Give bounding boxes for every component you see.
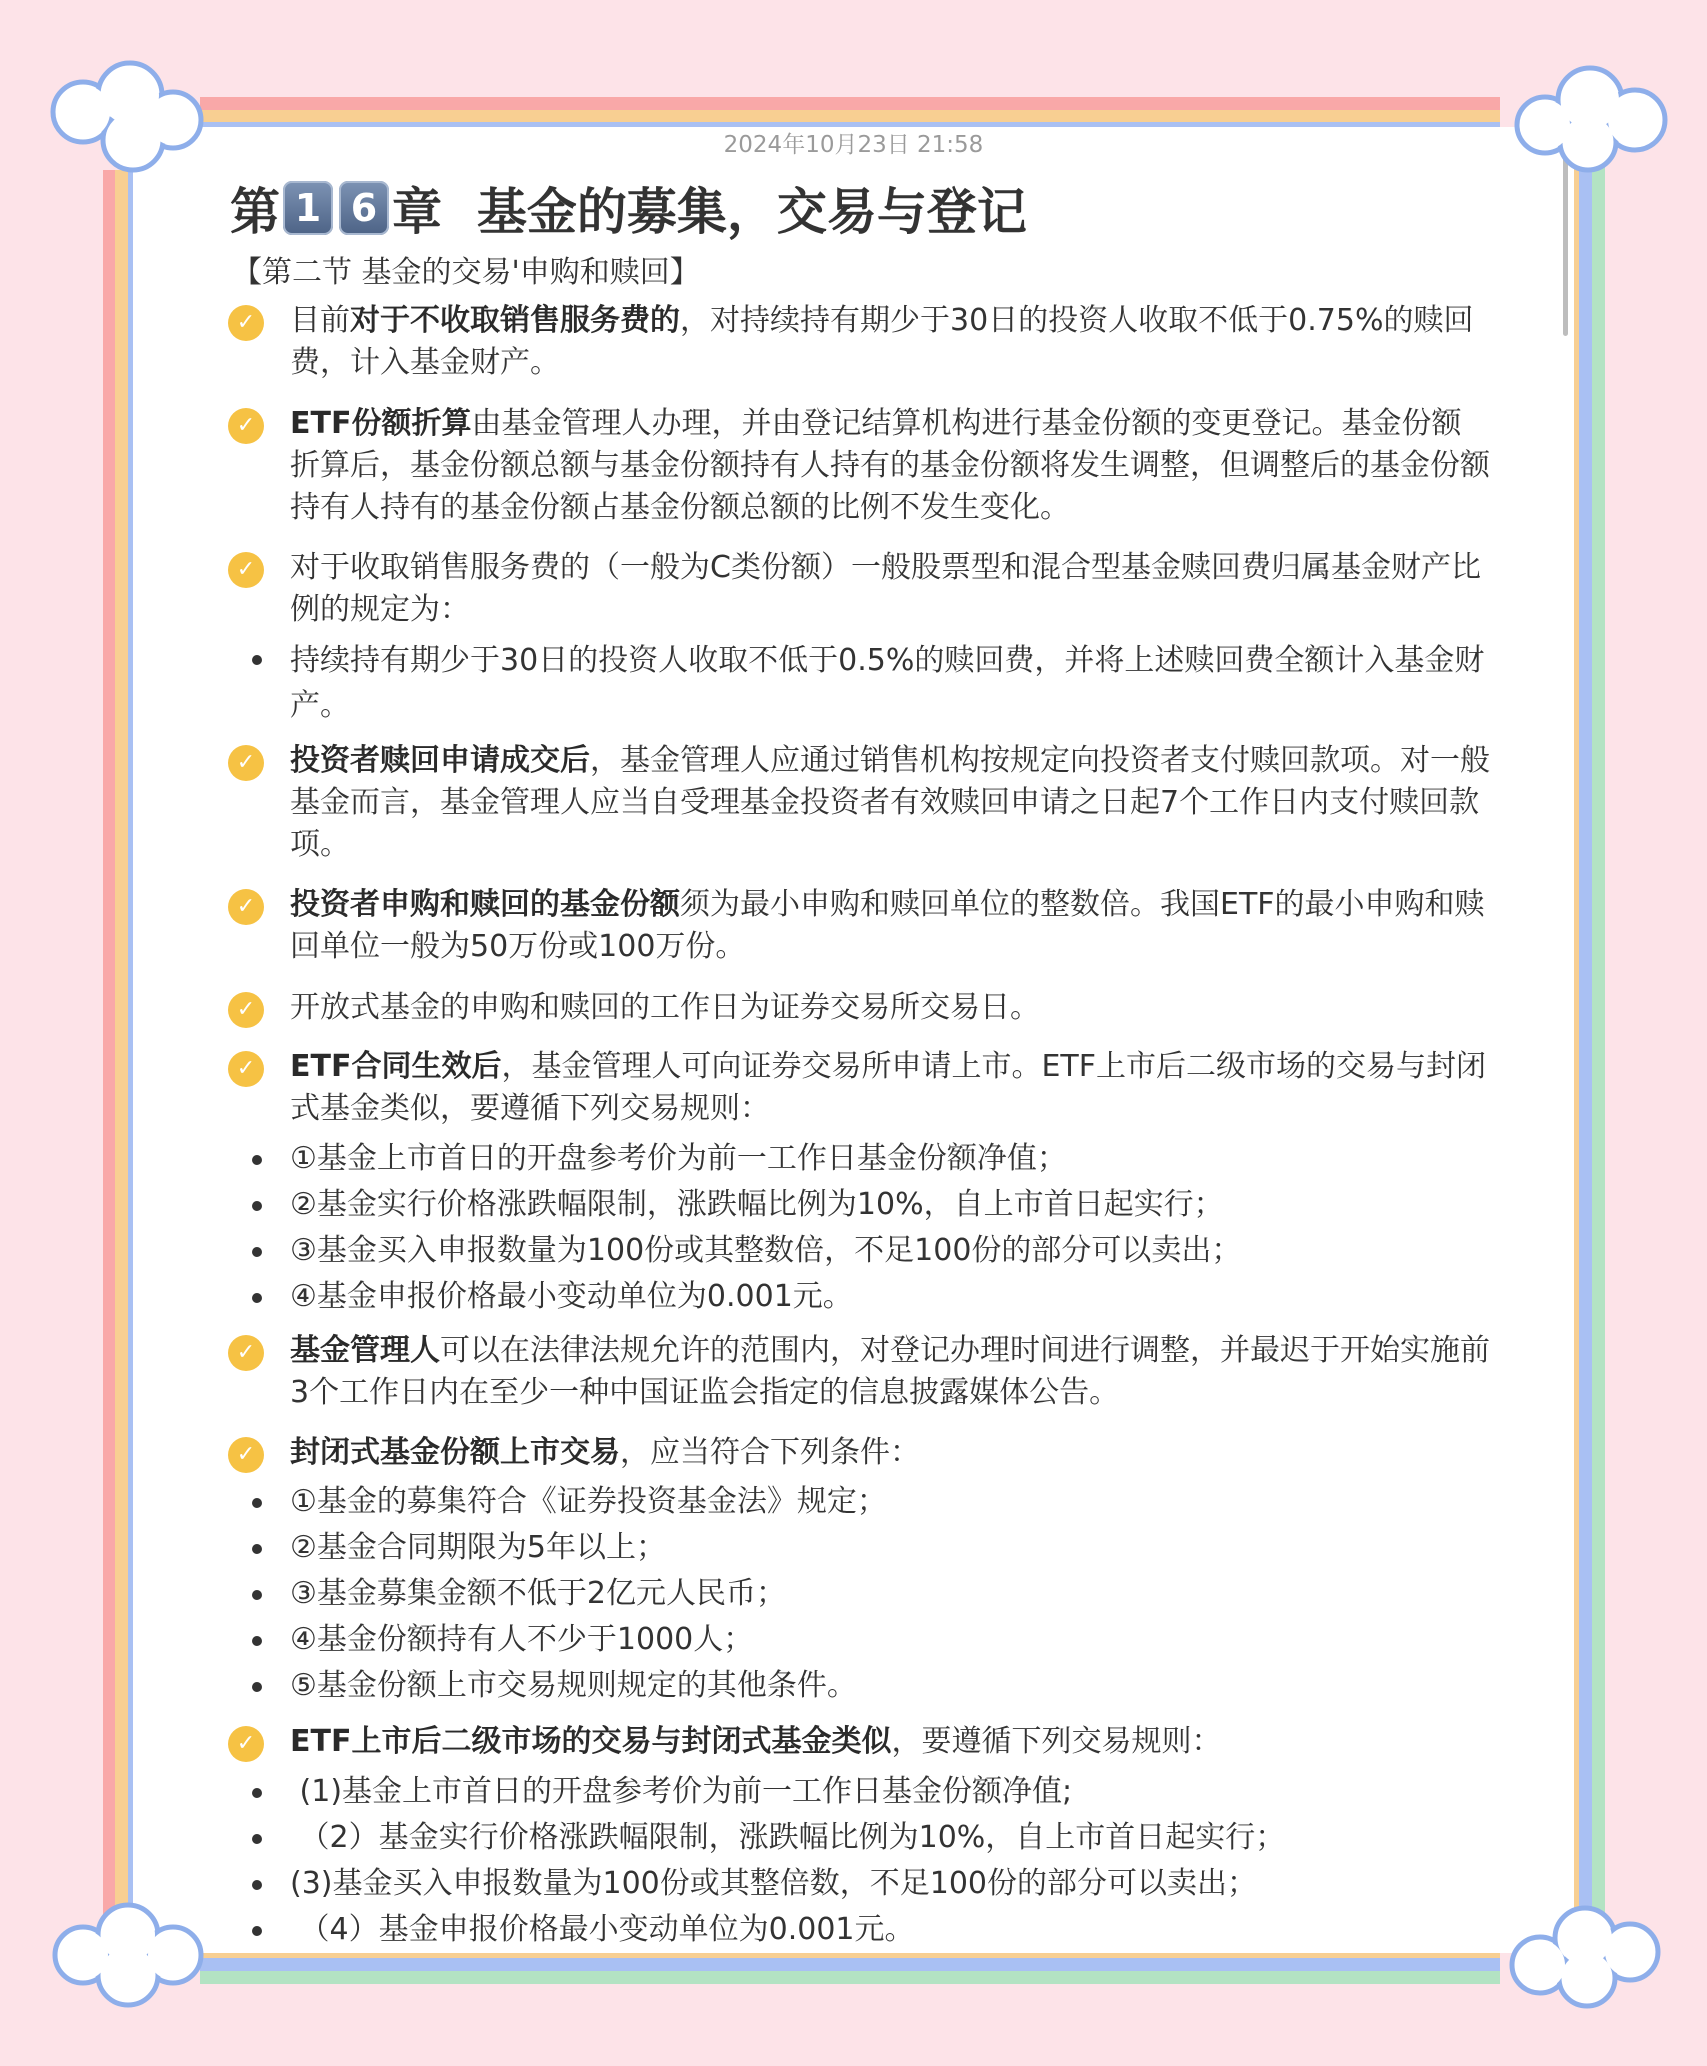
bullet-icon: [252, 1636, 262, 1646]
title-suffix: 章 基金的募集，交易与登记: [392, 183, 1027, 241]
bullet-item: [290, 1230, 1241, 1272]
bullet-icon: [252, 1590, 262, 1600]
bullet-item: [290, 638, 1490, 728]
checkmark-icon: ✓: [228, 1051, 264, 1087]
bullet-item: [290, 1573, 786, 1615]
item-text: 须为最小申购和赎回单位的整数倍。我国ETF的最小申购和赎回单位一般为50万份或100万份。: [290, 887, 1485, 964]
cloud-icon: [1500, 50, 1680, 180]
item-bold: ETF份额折算: [290, 406, 472, 441]
keycap-digit: 6: [339, 181, 389, 235]
bullet-item: [290, 1863, 1257, 1905]
item-bold: ETF上市后二级市场的交易与封闭式基金类似: [290, 1724, 892, 1759]
list-item: [236, 987, 1490, 1029]
list-item: [236, 1046, 1490, 1130]
cloud-icon: [38, 1890, 218, 2020]
bullet-item: [290, 1817, 1285, 1859]
item-text: 持续持有期少于30日的投资人收取不低于0.5%的赎回费，并将上述赎回费全额计入基金财产。: [290, 643, 1485, 723]
list-item: [236, 547, 1490, 631]
keycap-digit: 1: [283, 181, 333, 235]
frame-stripe-right: [1579, 120, 1592, 1920]
item-text: ②基金合同期限为5年以上；: [290, 1530, 666, 1565]
bullet-icon: [252, 1498, 262, 1508]
bullet-item: [290, 1665, 857, 1707]
item-text: ，对持续持有期少于30日的投资人收取不低于0.75%的赎回费，计入基金财产。: [290, 303, 1474, 380]
item-text: ④基金份额持有人不少于1000人；: [290, 1622, 754, 1657]
item-text: ，要遵循下列交易规则：: [891, 1724, 1222, 1759]
frame-stripe-left: [103, 170, 115, 1970]
bullet-icon: [252, 1926, 262, 1936]
list-item: [236, 884, 1490, 968]
item-text: 可以在法律法规允许的范围内，对登记办理时间进行调整，并最迟于开始实施前3个工作日内在至少一种中国证监会指定的信息披露媒体公告。: [290, 1333, 1490, 1410]
frame-stripe-top: [200, 97, 1500, 110]
item-text: ①基金的募集符合《证券投资基金法》规定；: [290, 1484, 887, 1519]
list-item: [236, 1330, 1490, 1414]
bullet-icon: [252, 1788, 262, 1798]
item-text: (3)基金买入申报数量为100份或其整倍数，不足100份的部分可以卖出；: [290, 1866, 1258, 1901]
item-bold: 投资者赎回申请成交后: [290, 743, 590, 778]
checkmark-icon: ✓: [228, 552, 264, 588]
checkmark-icon: ✓: [228, 408, 264, 444]
title-prefix: 第: [230, 183, 280, 241]
bullet-icon: [252, 1247, 262, 1257]
bullet-item: [290, 1276, 853, 1318]
bullet-icon: [252, 1155, 262, 1165]
bullet-item: [290, 1184, 1224, 1226]
bullet-item: [290, 1909, 915, 1951]
checkmark-icon: ✓: [228, 1437, 264, 1473]
bullet-item: [290, 1771, 1072, 1813]
item-text: ，基金管理人可向证券交易所申请上市。ETF上市后二级市场的交易与封闭式基金类似，要遵循下列交易规则：: [290, 1049, 1486, 1126]
list-item: [236, 403, 1490, 529]
item-text: 开放式基金的申购和赎回的工作日为证券交易所交易日。: [290, 990, 1040, 1025]
cloud-icon: [38, 50, 218, 180]
item-text: 对于收取销售服务费的（一般为C类份额）一般股票型和混合型基金赎回费归属基金财产比例的规定为：: [290, 550, 1481, 627]
section-heading: 【第二节 基金的交易'申购和赎回】: [232, 255, 700, 290]
item-text: ④基金申报价格最小变动单位为0.001元。: [290, 1279, 853, 1314]
item-text: 目前: [290, 303, 350, 338]
item-text: （4）基金申报价格最小变动单位为0.001元。: [290, 1912, 915, 1947]
item-text: ③基金买入申报数量为100份或其整数倍，不足100份的部分可以卖出；: [290, 1233, 1242, 1268]
bullet-icon: [252, 1544, 262, 1554]
item-text: ⑤基金份额上市交易规则规定的其他条件。: [290, 1668, 857, 1703]
bullet-item: [290, 1138, 1067, 1180]
item-bold: 对于不收取销售服务费的: [350, 303, 680, 338]
bullet-item: [290, 1481, 887, 1523]
checkmark-icon: ✓: [228, 1726, 264, 1762]
item-text: 由基金管理人办理，并由登记结算机构进行基金份额的变更登记。基金份额折算后，基金份额总额与基金份额持有人持有的基金份额将发生调整，但调整后的基金份额持有人持有的基金份额占基金份额总额的比例不发生变化。: [290, 406, 1490, 525]
item-bold: 基金管理人: [290, 1333, 440, 1368]
cloud-icon: [1495, 1890, 1675, 2020]
item-text: ①基金上市首日的开盘参考价为前一工作日基金份额净值；: [290, 1141, 1067, 1176]
page-title: [230, 172, 1027, 244]
checkmark-icon: ✓: [228, 745, 264, 781]
item-text: ③基金募集金额不低于2亿元人民币；: [290, 1576, 786, 1611]
bullet-icon: [252, 1201, 262, 1211]
frame-stripe-right: [1592, 120, 1605, 1920]
list-item: [236, 1721, 1490, 1763]
item-text: ，基金管理人应通过销售机构按规定向投资者支付赎回款项。对一般基金而言，基金管理人应当自受理基金投资者有效赎回申请之日起7个工作日内支付赎回款项。: [290, 743, 1490, 862]
frame-stripe-bottom: [200, 1971, 1500, 1984]
bullet-icon: [252, 1880, 262, 1890]
list-item: [236, 300, 1490, 384]
frame-stripe-top: [200, 110, 1500, 122]
bullet-icon: [252, 1682, 262, 1692]
bullet-item: [290, 1527, 666, 1569]
bullet-icon: [252, 655, 262, 665]
item-text: ，应当符合下列条件：: [620, 1435, 920, 1470]
item-bold: 封闭式基金份额上市交易: [290, 1435, 620, 1470]
item-text: ②基金实行价格涨跌幅限制，涨跌幅比例为10%，自上市首日起实行；: [290, 1187, 1224, 1222]
checkmark-icon: ✓: [228, 992, 264, 1028]
checkmark-icon: ✓: [228, 305, 264, 341]
item-text: (1)基金上市首日的开盘参考价为前一工作日基金份额净值;: [290, 1774, 1073, 1809]
bullet-icon: [252, 1293, 262, 1303]
list-item: [236, 1432, 1490, 1474]
frame-stripe-bottom: [200, 1958, 1500, 1971]
checkmark-icon: ✓: [228, 1335, 264, 1371]
frame-stripe-left: [115, 170, 128, 1970]
item-bold: ETF合同生效后: [290, 1049, 502, 1084]
item-bold: 投资者申购和赎回的基金份额: [290, 887, 680, 922]
list-item: [236, 740, 1490, 866]
item-text: （2）基金实行价格涨跌幅限制，涨跌幅比例为10%，自上市首日起实行；: [290, 1820, 1286, 1855]
checkmark-icon: ✓: [228, 889, 264, 925]
note-date: 2024年10月23日 21:58: [723, 132, 984, 158]
bullet-item: [290, 1619, 753, 1661]
bullet-icon: [252, 1834, 262, 1844]
